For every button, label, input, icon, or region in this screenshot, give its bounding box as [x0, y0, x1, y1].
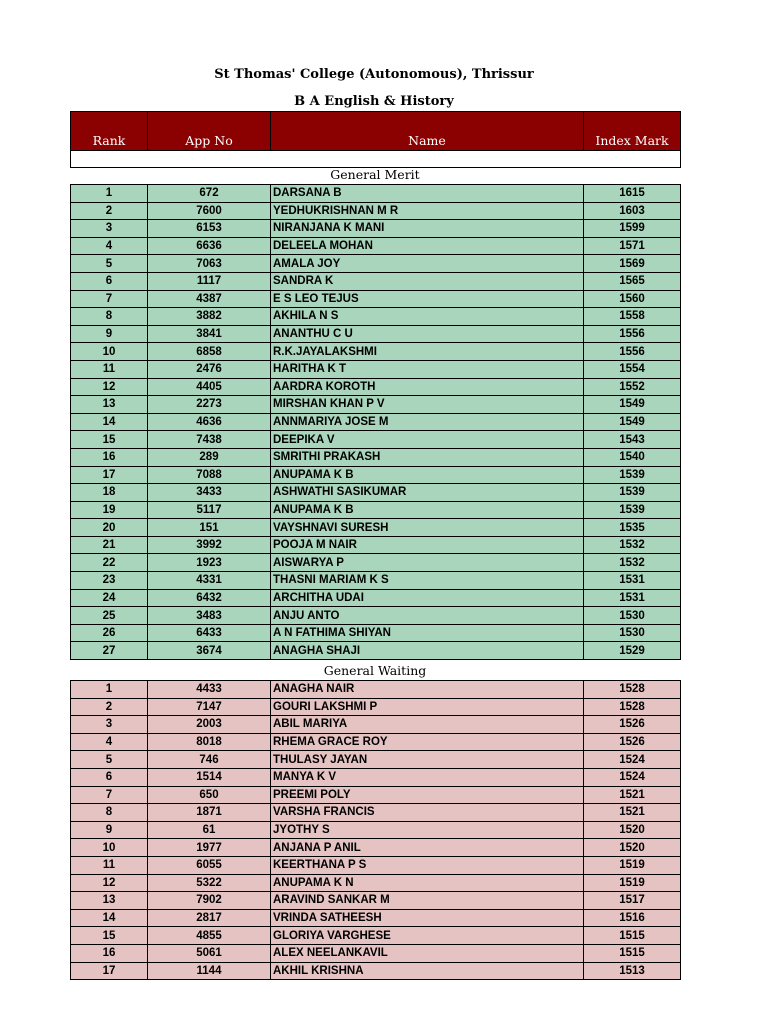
rank-cell: 17: [71, 466, 148, 484]
app-no-cell: 4331: [148, 572, 271, 590]
index-mark-cell: 1565: [584, 272, 681, 290]
index-mark-cell: 1540: [584, 448, 681, 466]
table-row: [71, 607, 681, 625]
rank-cell: 15: [71, 927, 148, 945]
rank-cell: 11: [71, 856, 148, 874]
table-row: [71, 589, 681, 607]
name-cell: MANYA K V: [271, 768, 584, 786]
app-no-cell: 650: [148, 786, 271, 804]
table-row: [71, 343, 681, 361]
name-cell: ANAGHA NAIR: [271, 681, 584, 699]
rank-cell: 27: [71, 642, 148, 660]
document-subtitle: B A English & History: [294, 94, 454, 109]
rank-cell: 3: [71, 716, 148, 734]
index-mark-cell: 1615: [584, 185, 681, 203]
name-cell: SANDRA K: [271, 272, 584, 290]
app-no-cell: 6433: [148, 624, 271, 642]
app-no-cell: 3483: [148, 607, 271, 625]
app-no-cell: 4855: [148, 927, 271, 945]
name-cell: PREEMI POLY: [271, 786, 584, 804]
app-no-cell: 5061: [148, 944, 271, 962]
name-cell: KEERTHANA P S: [271, 856, 584, 874]
name-cell: GLORIYA VARGHESE: [271, 927, 584, 945]
index-mark-cell: 1552: [584, 378, 681, 396]
name-cell: POOJA M NAIR: [271, 536, 584, 554]
rank-cell: 14: [71, 909, 148, 927]
app-no-cell: 4433: [148, 681, 271, 699]
app-no-cell: 2817: [148, 909, 271, 927]
index-mark-cell: 1516: [584, 909, 681, 927]
general-merit-table: [70, 184, 681, 660]
column-header-app-no: App No: [148, 112, 271, 151]
rank-cell: 7: [71, 786, 148, 804]
table-row: [71, 290, 681, 308]
index-mark-cell: 1531: [584, 572, 681, 590]
index-mark-cell: 1520: [584, 839, 681, 857]
table-row: [71, 733, 681, 751]
table-row: [71, 751, 681, 769]
app-no-cell: 4405: [148, 378, 271, 396]
table-row: [71, 519, 681, 537]
name-cell: JYOTHY S: [271, 821, 584, 839]
name-cell: ANJANA P ANIL: [271, 839, 584, 857]
name-cell: DEEPIKA V: [271, 431, 584, 449]
app-no-cell: 2273: [148, 396, 271, 414]
name-cell: AISWARYA P: [271, 554, 584, 572]
name-cell: RHEMA GRACE ROY: [271, 733, 584, 751]
app-no-cell: 6636: [148, 237, 271, 255]
table-row: [71, 909, 681, 927]
rank-cell: 10: [71, 839, 148, 857]
rank-cell: 12: [71, 874, 148, 892]
app-no-cell: 1117: [148, 272, 271, 290]
index-mark-cell: 1513: [584, 962, 681, 980]
name-cell: GOURI LAKSHMI P: [271, 698, 584, 716]
rank-cell: 22: [71, 554, 148, 572]
table-row: [71, 220, 681, 238]
table-row: [71, 448, 681, 466]
app-no-cell: 1977: [148, 839, 271, 857]
rank-cell: 19: [71, 501, 148, 519]
name-cell: ASHWATHI SASIKUMAR: [271, 484, 584, 502]
table-row: [71, 768, 681, 786]
table-row: [71, 821, 681, 839]
rank-cell: 21: [71, 536, 148, 554]
table-row: [71, 360, 681, 378]
table-row: [71, 396, 681, 414]
table-row: [71, 962, 681, 980]
index-mark-cell: 1539: [584, 484, 681, 502]
app-no-cell: 7147: [148, 698, 271, 716]
app-no-cell: 3674: [148, 642, 271, 660]
table-row: [71, 413, 681, 431]
index-mark-cell: 1526: [584, 733, 681, 751]
app-no-cell: 1871: [148, 804, 271, 822]
table-row: [71, 944, 681, 962]
index-mark-cell: 1535: [584, 519, 681, 537]
app-no-cell: 7063: [148, 255, 271, 273]
table-row: [71, 716, 681, 734]
rank-cell: 13: [71, 396, 148, 414]
index-mark-cell: 1515: [584, 927, 681, 945]
name-cell: R.K.JAYALAKSHMI: [271, 343, 584, 361]
section-title-general-waiting: General Waiting: [323, 663, 427, 678]
name-cell: ANNMARIYA JOSE M: [271, 413, 584, 431]
index-mark-cell: 1539: [584, 501, 681, 519]
rank-cell: 10: [71, 343, 148, 361]
table-row: [71, 572, 681, 590]
rank-cell: 25: [71, 607, 148, 625]
column-header-index-mark: Index Mark: [584, 112, 681, 151]
name-cell: ARCHITHA UDAI: [271, 589, 584, 607]
name-cell: VARSHA FRANCIS: [271, 804, 584, 822]
name-cell: A N FATHIMA SHIYAN: [271, 624, 584, 642]
app-no-cell: 3841: [148, 325, 271, 343]
blank-cell: [71, 151, 681, 168]
rank-cell: 11: [71, 360, 148, 378]
table-row: [71, 786, 681, 804]
rank-cell: 18: [71, 484, 148, 502]
name-cell: ABIL MARIYA: [271, 716, 584, 734]
index-mark-cell: 1519: [584, 856, 681, 874]
app-no-cell: 2476: [148, 360, 271, 378]
header-row: [71, 112, 681, 151]
name-cell: SMRITHI PRAKASH: [271, 448, 584, 466]
index-mark-cell: 1530: [584, 607, 681, 625]
app-no-cell: 672: [148, 185, 271, 203]
table-row: [71, 378, 681, 396]
index-mark-cell: 1524: [584, 768, 681, 786]
rank-cell: 3: [71, 220, 148, 238]
name-cell: ANUPAMA K B: [271, 501, 584, 519]
index-mark-cell: 1526: [584, 716, 681, 734]
rank-cell: 12: [71, 378, 148, 396]
index-mark-cell: 1543: [584, 431, 681, 449]
table-row: [71, 325, 681, 343]
name-cell: YEDHUKRISHNAN M R: [271, 202, 584, 220]
name-cell: ANAGHA SHAJI: [271, 642, 584, 660]
index-mark-cell: 1528: [584, 698, 681, 716]
rank-cell: 16: [71, 944, 148, 962]
app-no-cell: 7600: [148, 202, 271, 220]
rank-cell: 5: [71, 751, 148, 769]
index-mark-cell: 1531: [584, 589, 681, 607]
rank-cell: 4: [71, 237, 148, 255]
table-row: [71, 927, 681, 945]
name-cell: THULASY JAYAN: [271, 751, 584, 769]
name-cell: ANJU ANTO: [271, 607, 584, 625]
app-no-cell: 7088: [148, 466, 271, 484]
table-row: [71, 698, 681, 716]
app-no-cell: 8018: [148, 733, 271, 751]
name-cell: NIRANJANA K MANI: [271, 220, 584, 238]
app-no-cell: 61: [148, 821, 271, 839]
table-row: [71, 237, 681, 255]
index-mark-cell: 1520: [584, 821, 681, 839]
rank-cell: 7: [71, 290, 148, 308]
rank-cell: 9: [71, 325, 148, 343]
index-mark-cell: 1532: [584, 536, 681, 554]
rank-cell: 26: [71, 624, 148, 642]
rank-cell: 1: [71, 681, 148, 699]
index-mark-cell: 1519: [584, 874, 681, 892]
name-cell: E S LEO TEJUS: [271, 290, 584, 308]
name-cell: THASNI MARIAM K S: [271, 572, 584, 590]
table-row: [71, 804, 681, 822]
name-cell: ANANTHU C U: [271, 325, 584, 343]
table-row: [71, 431, 681, 449]
name-cell: ANUPAMA K B: [271, 466, 584, 484]
name-cell: VAYSHNAVI SURESH: [271, 519, 584, 537]
index-mark-cell: 1599: [584, 220, 681, 238]
app-no-cell: 1514: [148, 768, 271, 786]
name-cell: AKHILA N S: [271, 308, 584, 326]
rank-cell: 23: [71, 572, 148, 590]
table-row: [71, 642, 681, 660]
column-header-rank: Rank: [71, 112, 148, 151]
table-row: [71, 202, 681, 220]
index-mark-cell: 1529: [584, 642, 681, 660]
name-cell: ANUPAMA K N: [271, 874, 584, 892]
rank-cell: 13: [71, 892, 148, 910]
index-mark-cell: 1603: [584, 202, 681, 220]
name-cell: ALEX NEELANKAVIL: [271, 944, 584, 962]
index-mark-cell: 1517: [584, 892, 681, 910]
index-mark-cell: 1530: [584, 624, 681, 642]
index-mark-cell: 1556: [584, 343, 681, 361]
name-cell: ARAVIND SANKAR M: [271, 892, 584, 910]
index-mark-cell: 1532: [584, 554, 681, 572]
rank-cell: 2: [71, 202, 148, 220]
section-title-general-merit: General Merit: [330, 167, 420, 182]
app-no-cell: 2003: [148, 716, 271, 734]
rank-cell: 4: [71, 733, 148, 751]
table-row: [71, 255, 681, 273]
name-cell: AARDRA KOROTH: [271, 378, 584, 396]
app-no-cell: 5117: [148, 501, 271, 519]
app-no-cell: 3882: [148, 308, 271, 326]
index-mark-cell: 1556: [584, 325, 681, 343]
index-mark-cell: 1521: [584, 786, 681, 804]
index-mark-cell: 1528: [584, 681, 681, 699]
rank-cell: 14: [71, 413, 148, 431]
rank-cell: 2: [71, 698, 148, 716]
table-row: [71, 892, 681, 910]
table-row: [71, 856, 681, 874]
index-mark-cell: 1571: [584, 237, 681, 255]
table-row: [71, 308, 681, 326]
index-mark-cell: 1549: [584, 396, 681, 414]
app-no-cell: 3433: [148, 484, 271, 502]
table-row: [71, 484, 681, 502]
app-no-cell: 289: [148, 448, 271, 466]
app-no-cell: 3992: [148, 536, 271, 554]
table-row: [71, 839, 681, 857]
app-no-cell: 6858: [148, 343, 271, 361]
rank-cell: 8: [71, 804, 148, 822]
index-mark-cell: 1554: [584, 360, 681, 378]
index-mark-cell: 1539: [584, 466, 681, 484]
rank-cell: 8: [71, 308, 148, 326]
table-row: [71, 272, 681, 290]
app-no-cell: 151: [148, 519, 271, 537]
app-no-cell: 6153: [148, 220, 271, 238]
app-no-cell: 6432: [148, 589, 271, 607]
name-cell: AKHIL KRISHNA: [271, 962, 584, 980]
rank-cell: 15: [71, 431, 148, 449]
app-no-cell: 7902: [148, 892, 271, 910]
rank-cell: 6: [71, 768, 148, 786]
rank-cell: 6: [71, 272, 148, 290]
index-mark-cell: 1549: [584, 413, 681, 431]
name-cell: VRINDA SATHEESH: [271, 909, 584, 927]
index-mark-cell: 1560: [584, 290, 681, 308]
table-row: [71, 536, 681, 554]
table-row: [71, 466, 681, 484]
index-mark-cell: 1524: [584, 751, 681, 769]
rank-cell: 1: [71, 185, 148, 203]
index-mark-cell: 1515: [584, 944, 681, 962]
rank-cell: 20: [71, 519, 148, 537]
header-table: [70, 111, 681, 168]
blank-row: [71, 151, 681, 168]
table-row: [71, 874, 681, 892]
app-no-cell: 5322: [148, 874, 271, 892]
column-header-name: Name: [271, 112, 584, 151]
app-no-cell: 4387: [148, 290, 271, 308]
general-waiting-table: [70, 680, 681, 980]
document-title: St Thomas' College (Autonomous), Thrissur: [214, 67, 534, 82]
name-cell: HARITHA K T: [271, 360, 584, 378]
app-no-cell: 1144: [148, 962, 271, 980]
rank-cell: 5: [71, 255, 148, 273]
table-row: [71, 681, 681, 699]
app-no-cell: 746: [148, 751, 271, 769]
app-no-cell: 7438: [148, 431, 271, 449]
name-cell: AMALA JOY: [271, 255, 584, 273]
app-no-cell: 1923: [148, 554, 271, 572]
app-no-cell: 4636: [148, 413, 271, 431]
app-no-cell: 6055: [148, 856, 271, 874]
index-mark-cell: 1558: [584, 308, 681, 326]
rank-cell: 16: [71, 448, 148, 466]
index-mark-cell: 1521: [584, 804, 681, 822]
name-cell: MIRSHAN KHAN P V: [271, 396, 584, 414]
table-row: [71, 501, 681, 519]
rank-cell: 24: [71, 589, 148, 607]
table-row: [71, 185, 681, 203]
name-cell: DARSANA B: [271, 185, 584, 203]
table-row: [71, 624, 681, 642]
rank-cell: 17: [71, 962, 148, 980]
index-mark-cell: 1569: [584, 255, 681, 273]
name-cell: DELEELA MOHAN: [271, 237, 584, 255]
rank-cell: 9: [71, 821, 148, 839]
table-row: [71, 554, 681, 572]
